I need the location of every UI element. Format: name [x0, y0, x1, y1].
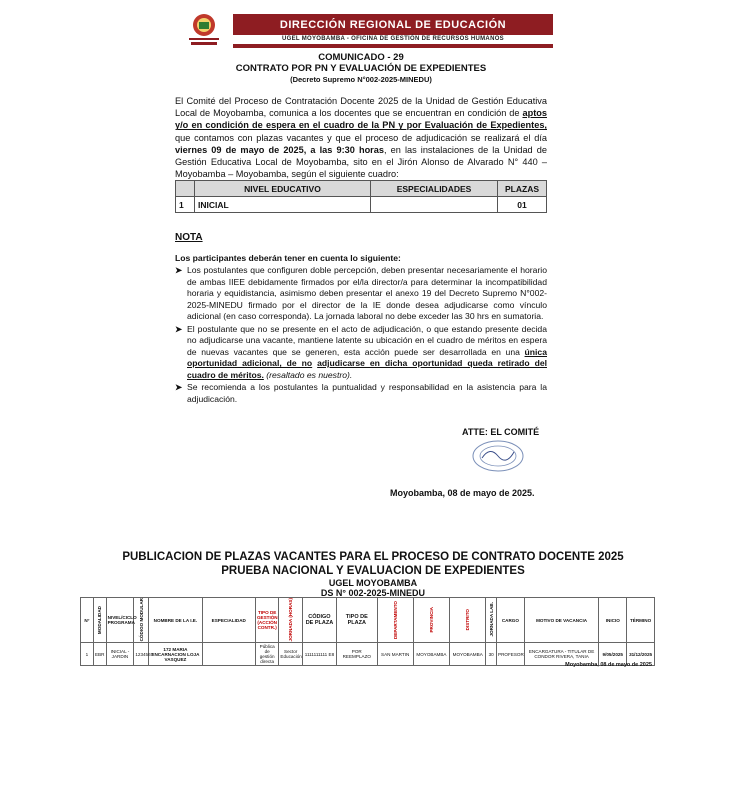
detail-header — [450, 598, 486, 643]
cell: 30 — [486, 643, 497, 666]
body-text-3: , en las instalaciones de la Unidad de Gestión Educativa Local de Moyobamba, sito en el Jirón Alonso de Alvarado N° 440 – Moyobamba – Moyobamba, según el siguiente cuadro: — [175, 144, 547, 180]
detail-header — [93, 598, 106, 643]
bullet-item — [175, 382, 547, 405]
row-especialidad — [371, 197, 498, 213]
cell: Sector Educación — [279, 643, 302, 666]
header-subtitle: UGEL MOYOBAMBA - OFICINA DE GESTIÓN DE RECURSOS HUMANOS — [282, 36, 504, 42]
detail-header: TIPO DE GESTIÓN (ACCIÓN CONTR.) — [255, 598, 278, 643]
signature-label: ATTE: EL COMITÉ — [462, 427, 540, 437]
table-header-nivel: NIVEL EDUCATIVO — [195, 181, 371, 197]
body-condition: y/o en condición de espera en el cuadro de la PN y por Evaluación de — [175, 120, 491, 131]
detail-header: TÉRMINO — [627, 598, 655, 643]
body-paragraph — [175, 95, 547, 180]
detail-header: INICIO — [599, 598, 627, 643]
decree-reference: (Decreto Supremo N°002-2025-MINEDU) — [290, 75, 432, 84]
cell: ENCARGATURA - TITULAR DE CONDOR RIVERA, TANIA — [524, 643, 599, 666]
publication-subtitle: PRUEBA NACIONAL Y EVALUACION DE EXPEDIENTES — [221, 565, 525, 577]
table-header-blank — [176, 181, 195, 197]
body-text-1: El Comité del Proceso de Contratación Docente 2025 de la Unidad de Gestión Educativa Local de Moyobamba, comunica a los docentes que se encuentran en condición de — [175, 96, 547, 119]
cell: 1111111111 E8 — [302, 643, 336, 666]
comunicado-number: COMUNICADO - 29 — [318, 52, 404, 63]
detail-header: NIVEL/CICLO PROGRAMA — [106, 598, 134, 643]
table-header-plazas: PLAZAS — [498, 181, 547, 197]
cell: 9/05/2025 — [599, 643, 627, 666]
arrow-bullet-icon: ➤ — [175, 382, 183, 392]
detail-header — [134, 598, 149, 643]
row-plazas: 01 — [498, 197, 547, 213]
cell: INICIAL - JARDIN — [106, 643, 134, 666]
body-expedientes: Expedientes, — [490, 120, 547, 131]
cell: EBR — [93, 643, 106, 666]
vacancy-summary-table — [175, 180, 547, 213]
row-number: 1 — [176, 197, 195, 213]
comunicado-title: CONTRATO POR PN Y EVALUACIÓN DE EXPEDIENTES — [235, 63, 487, 74]
bullet-2-italic: (resaltado es nuestro). — [263, 369, 353, 380]
cell — [202, 643, 255, 666]
detail-header: ESPECIALIDAD — [202, 598, 255, 643]
detail-header — [486, 598, 497, 643]
body-aptos: aptos — [522, 108, 547, 119]
publication-date: Moyobamba, 08 de mayo de 2025 — [565, 662, 652, 668]
cell: 1234567 — [134, 643, 149, 666]
nota-title: NOTA — [175, 232, 203, 243]
row-nivel: INICIAL — [195, 197, 371, 213]
bullet-2-underline-2: adjudicarse en dicha oportunidad queda retirado del cuadro de méritos. — [187, 358, 547, 380]
cell: POR REEMPLAZO — [337, 643, 378, 666]
signature-date: Moyobamba, 08 de mayo de 2025. — [390, 488, 535, 498]
bullet-text-3: Se recomienda a los postulantes la puntualidad y responsabilidad en la asistencia para la adjudicación. — [187, 382, 547, 404]
body-text-2: que contamos con plazas vacantes y que el proceso de adjudicación se realizará el día — [175, 132, 547, 143]
cell: SAN MARTIN — [377, 643, 413, 666]
cell: Pública de gestión directa — [255, 643, 278, 666]
bullet-item — [175, 324, 547, 382]
banner-title: DIRECCIÓN REGIONAL DE EDUCACIÓN — [279, 18, 507, 31]
detail-header — [279, 598, 302, 643]
detail-header: MOTIVO DE VACANCIA — [524, 598, 599, 643]
detail-header — [377, 598, 413, 643]
detail-header-jornada: JORNADA (HORAS) — [288, 598, 294, 642]
arrow-bullet-icon: ➤ — [175, 323, 183, 334]
bullet-item — [175, 265, 547, 323]
cell: 1 — [81, 643, 94, 666]
body-date: viernes 09 de mayo de 2025, a las 9:30 horas — [175, 144, 384, 155]
detail-header-jornada-lab: JORNADA LAB. — [488, 602, 494, 638]
bullet-text-1: Los postulantes que configuren doble percepción, deben presentar necesariamente el horario de ambas IIEE debidamente firmados por el/la director/a para determinar la incompatibilidad horaria y equidistancia, asimismo deben presentar el anexo 19 del Decreto Supremo N°002-2025-MINEDU firmado por el director de la IE donde desea adjudicarse como vínculo adicional (en caso corresponda). La jornada laboral no debe exceder las 30 hrs en sumatoria. — [187, 265, 547, 321]
detail-header-departamento: DEPARTAMENTO — [392, 600, 398, 639]
table-header-row — [176, 181, 547, 197]
detail-header: NOMBRE DE LA I.E. — [149, 598, 202, 643]
bullet-2-part-a: El postulante que no se presente en el acto de adjudicación, o que estando presente decida no adjudicarse una vacante, mantiene latente su ubicación en el cuadro de méritos en espera de nuevas vacantes que se generen, esta acción puede ser desarrollada en una — [187, 323, 547, 357]
detail-header: CARGO — [497, 598, 525, 643]
detail-header-row — [81, 598, 655, 643]
detail-header — [413, 598, 449, 643]
nota-bullets — [175, 265, 547, 406]
publication-title: PUBLICACION DE PLAZAS VACANTES PARA EL PROCESO DE CONTRATO DOCENTE 2025 — [122, 551, 624, 563]
detail-header-distrito: DISTRITO — [465, 609, 471, 631]
regional-government-logo — [185, 12, 223, 48]
cell: 31/12/2025 — [627, 643, 655, 666]
detail-header: TIPO DE PLAZA — [337, 598, 378, 643]
header-banner — [233, 14, 553, 35]
cell: MOYOBAMBA — [413, 643, 449, 666]
detail-header-provincia: PROVINCIA — [428, 606, 434, 633]
table-header-especialidades: ESPECIALIDADES — [371, 181, 498, 197]
nota-intro: Los participantes deberán tener en cuenta lo siguiente: — [175, 253, 401, 263]
bullet-2-underline-1: única oportunidad adicional, de no — [187, 346, 547, 368]
header-divider — [233, 44, 553, 48]
cell: PROFESOR — [497, 643, 525, 666]
cell: 172 MARIA ENCARNACION LOJA VASQUEZ — [149, 643, 202, 666]
publication-ugel: UGEL MOYOBAMBA — [328, 578, 418, 588]
committee-stamp-icon — [470, 438, 526, 474]
vacancy-detail-table — [80, 597, 655, 666]
detail-header: CÓDIGO DE PLAZA — [302, 598, 336, 643]
table-row — [176, 197, 547, 213]
arrow-bullet-icon: ➤ — [175, 265, 183, 275]
detail-header-codmod: CÓDIGO MODULAR — [138, 598, 144, 642]
cell: MOYOBAMBA — [450, 643, 486, 666]
bullet-text-2 — [187, 324, 547, 382]
detail-header: N° — [81, 598, 94, 643]
publication-decree: DS N° 002-2025-MINEDU — [320, 588, 426, 598]
detail-header-modalidad: MODALIDAD — [97, 605, 103, 634]
